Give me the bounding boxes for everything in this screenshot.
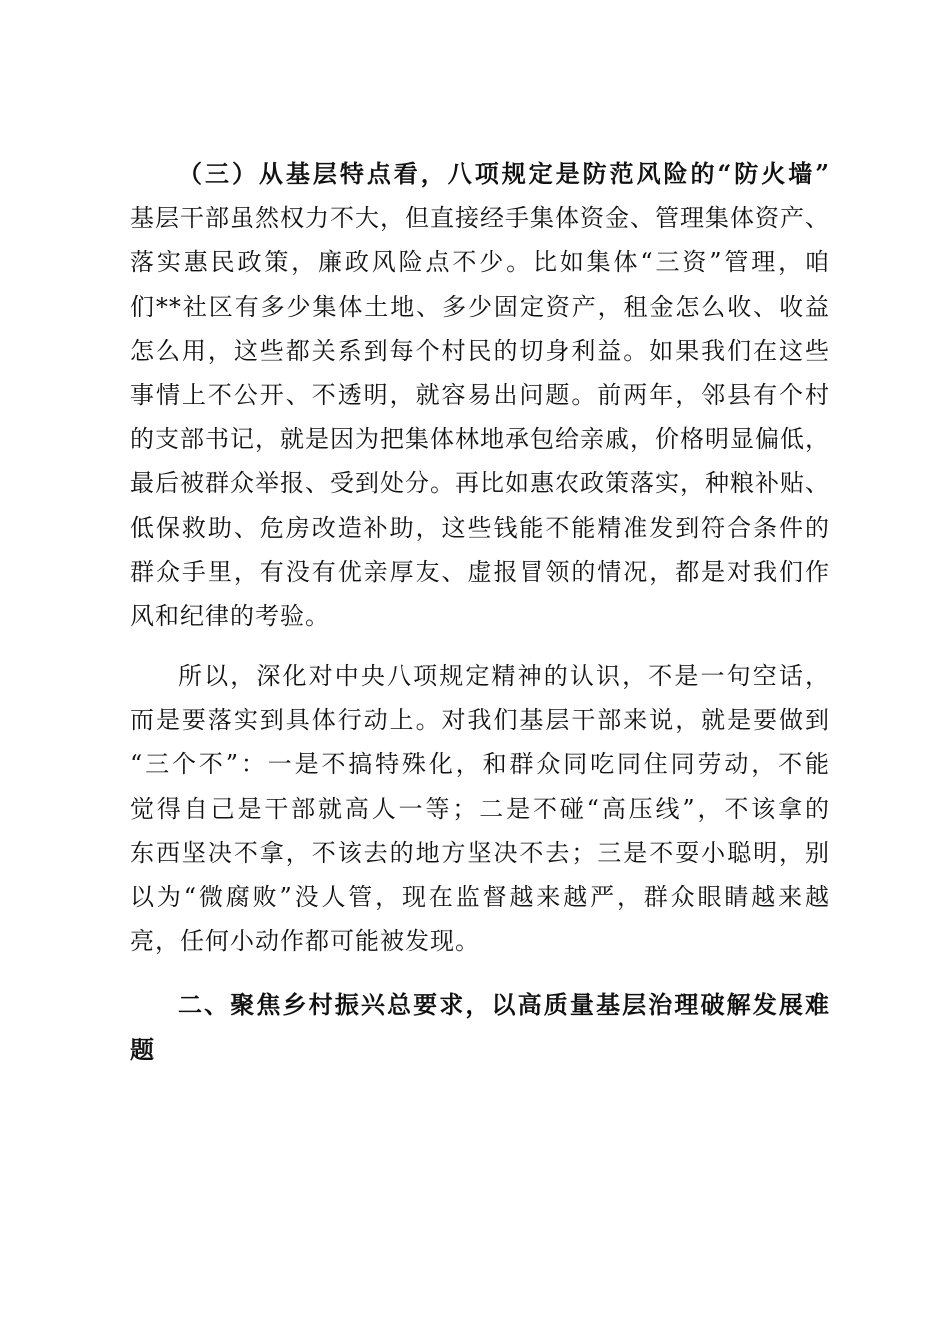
paragraph-line: 所以，深化对中央八项规定精神的认识，不是一句空话， — [178, 662, 830, 691]
paragraph-line: 觉得自己是干部就高人一等；二是不碰“高压线”，不该拿的 — [130, 794, 830, 823]
paragraph-line: 最后被群众举报、受到处分。再比如惠农政策落实，种粮补贴、 — [130, 469, 830, 498]
paragraph-1 — [130, 196, 830, 638]
paragraph-gap — [130, 638, 830, 654]
paragraph-line: “三个不”：一是不搞特殊化，和群众同吃同住同劳动，不能 — [130, 750, 830, 779]
paragraph-line: 群众手里，有没有优亲厚友、虚报冒领的情况，都是对我们作 — [130, 557, 830, 586]
paragraph-line: 以为“微腐败”没人管，现在监督越来越严，群众眼睛越来越 — [130, 883, 830, 911]
paragraph-line: 低保救助、危房改造补助，这些钱能不能精准发到符合条件的 — [130, 513, 830, 542]
heading-line: 二、聚焦乡村振兴总要求，以高质量基层治理破解发展难 — [178, 990, 830, 1020]
paragraph-gap — [130, 963, 830, 983]
paragraph-line: 而是要落实到具体行动上。对我们基层干部来说，就是要做到 — [130, 706, 830, 735]
paragraph-line: 们**社区有多少集体土地、多少固定资产，租金怎么收、收益 — [130, 292, 830, 321]
paragraph-line: 的支部书记，就是因为把集体林地承包给亲戚，价格明显偏低， — [130, 425, 830, 454]
document-body — [130, 152, 830, 1072]
paragraph-2 — [130, 654, 830, 963]
subheading-3: （三）从基层特点看，八项规定是防范风险的“防火墙” — [178, 159, 830, 188]
heading-2 — [130, 983, 830, 1071]
paragraph-line: 怎么用，这些都关系到每个村民的切身利益。如果我们在这些 — [130, 336, 830, 365]
paragraph-line: 事情上不公开、不透明，就容易出问题。前两年，邻县有个村 — [130, 380, 830, 409]
paragraph-line: 基层干部虽然权力不大，但直接经手集体资金、管理集体资产、 — [130, 204, 830, 233]
paragraph-line: 风和纪律的考验。 — [130, 601, 330, 630]
paragraph-line: 落实惠民政策，廉政风险点不少。比如集体“三资”管理，咱 — [130, 248, 830, 277]
paragraph-line: 亮，任何小动作都可能被发现。 — [130, 927, 480, 956]
paragraph-line: 东西坚决不拿，不该去的地方坚决不去；三是不耍小聪明，别 — [130, 838, 830, 867]
heading-line: 题 — [130, 1034, 155, 1064]
